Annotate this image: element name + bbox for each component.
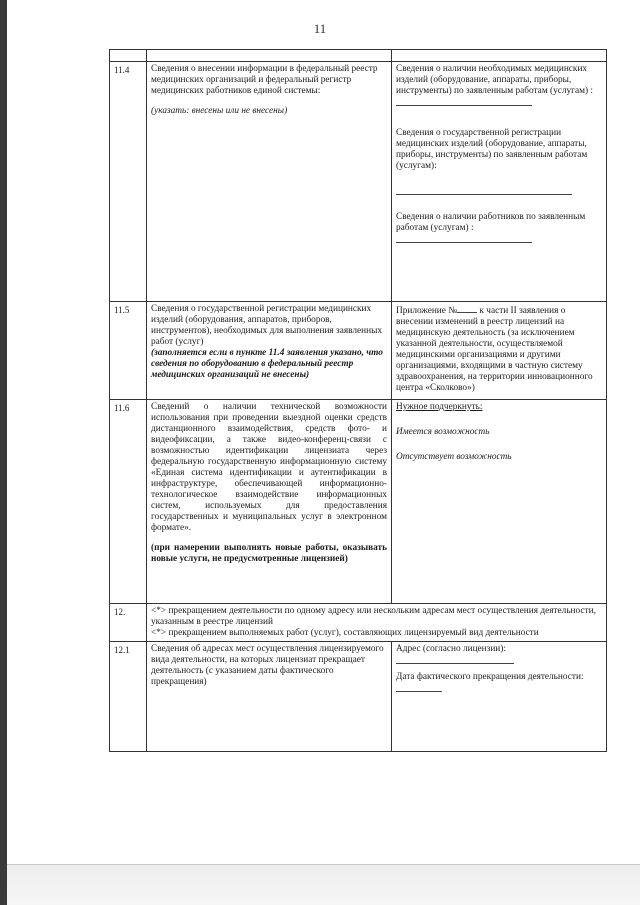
appendix-number-field[interactable] [457, 304, 477, 313]
page-number: 11 [313, 21, 327, 36]
application-table [109, 49, 607, 752]
termination-of-works-option[interactable]: <*> прекращением выполняемых работ (услуг), составляющих лицензируемый вид деятельности [151, 628, 539, 638]
row-number: 12.1 [110, 642, 147, 752]
table-header-row [110, 50, 607, 62]
row-description [147, 642, 392, 752]
equipment-availability-label: Сведения о наличии необходимых медицинских изделий (оборудование, аппараты, приборы, инструменты) по заявленным работам (услугам) : [396, 64, 594, 96]
staff-availability-label: Сведения о наличии работников по заявленным работам (услугам) : [396, 212, 586, 233]
scan-left-edge [0, 0, 7, 905]
table-row-11-5 [110, 302, 607, 400]
row-number: 11.5 [110, 302, 147, 400]
appendix-reference [396, 304, 602, 394]
row-value [392, 62, 607, 302]
description-text: Сведения о внесении информации в федеральный реестр медицинских организаций и федеральный регистр медицинских работников единой системы: [151, 64, 378, 96]
row-number: 11.6 [110, 400, 147, 604]
table-row-11-4 [110, 62, 607, 302]
option-unavailable[interactable]: Отсутствует возможность [396, 452, 512, 462]
description-note: (при намерении выполнять новые работы, оказывать новые услуги, не предусмотренные лицензией) [151, 543, 387, 564]
equipment-registration-field[interactable] [396, 188, 572, 195]
equipment-registration-label: Сведения о государственной регистрации медицинских изделий (оборудование, аппараты, приборы, инструменты) по заявленным работам (услугам): [396, 128, 588, 171]
row-description [147, 62, 392, 302]
table-row-12 [110, 604, 607, 642]
row-value [392, 642, 607, 752]
row-description [147, 400, 392, 604]
equipment-availability-field[interactable] [396, 99, 532, 106]
row-description [147, 302, 392, 400]
address-field[interactable] [396, 657, 514, 664]
description-text: Сведения об адресах мест осуществления лицензируемого вида деятельности, на которых лицензиат прекращает деятельность (с указанием даты фактического прекращения) [151, 644, 384, 687]
description-text: Сведений о наличии технической возможности использования при проведении выездной оценки средств дистанционного взаимодействия, средств фото- и видеофиксации, а также видео-конференц-связи с возможностью идентификации лицензиата через федеральную государственную информационную систему «Единая система идентификации и аутентификации в инфраструктуре, обеспечивающей информационно-технологическое взаимодействие информационных систем, используемых для предоставления государственных и муниципальных услуг в электронном формате». [151, 402, 387, 533]
address-label: Адрес (согласно лицензии): [396, 644, 506, 654]
row-number: 12. [110, 604, 147, 642]
termination-by-address-option[interactable]: <*> прекращением деятельности по одному адресу или нескольким адресам мест осуществления деятельности, указанным в реестре лицензий [151, 606, 596, 627]
appendix-prefix: Приложение № [396, 306, 458, 316]
table-row-12-1 [110, 642, 607, 752]
termination-date-label: Дата фактического прекращения деятельности: [396, 672, 602, 696]
row-termination-options [147, 604, 607, 642]
termination-date-field[interactable] [396, 683, 442, 692]
underline-instruction: Нужное подчеркнуть: [396, 402, 483, 412]
description-text: Сведения о государственной регистрации медицинских изделий (оборудования, аппаратов, приборов, инструментов), необходимых для выполнения заявленных работ (услуг) [151, 304, 382, 347]
appendix-text: к части II заявления о внесении изменений в реестр лицензий на медицинскую деятельность (за исключением указанной деятельности, осуществляемой медицинскими организациями и другими организациями, входящими в частную систему здравоохранения, на территории инновационного центра «Сколково») [396, 306, 593, 393]
row-value [392, 400, 607, 604]
scan-bottom-edge [7, 864, 640, 905]
description-note: (указать: внесены или не внесены) [151, 106, 288, 116]
staff-availability-field[interactable] [396, 236, 532, 243]
description-note: (заполняется если в пункте 11.4 заявления указано, что сведения по оборудованию в федеральный реестр медицинских организаций не внесены) [151, 348, 383, 380]
row-value [392, 302, 607, 400]
option-available[interactable]: Имеется возможность [396, 427, 490, 437]
table-row-11-6 [110, 400, 607, 604]
row-number: 11.4 [110, 62, 147, 302]
